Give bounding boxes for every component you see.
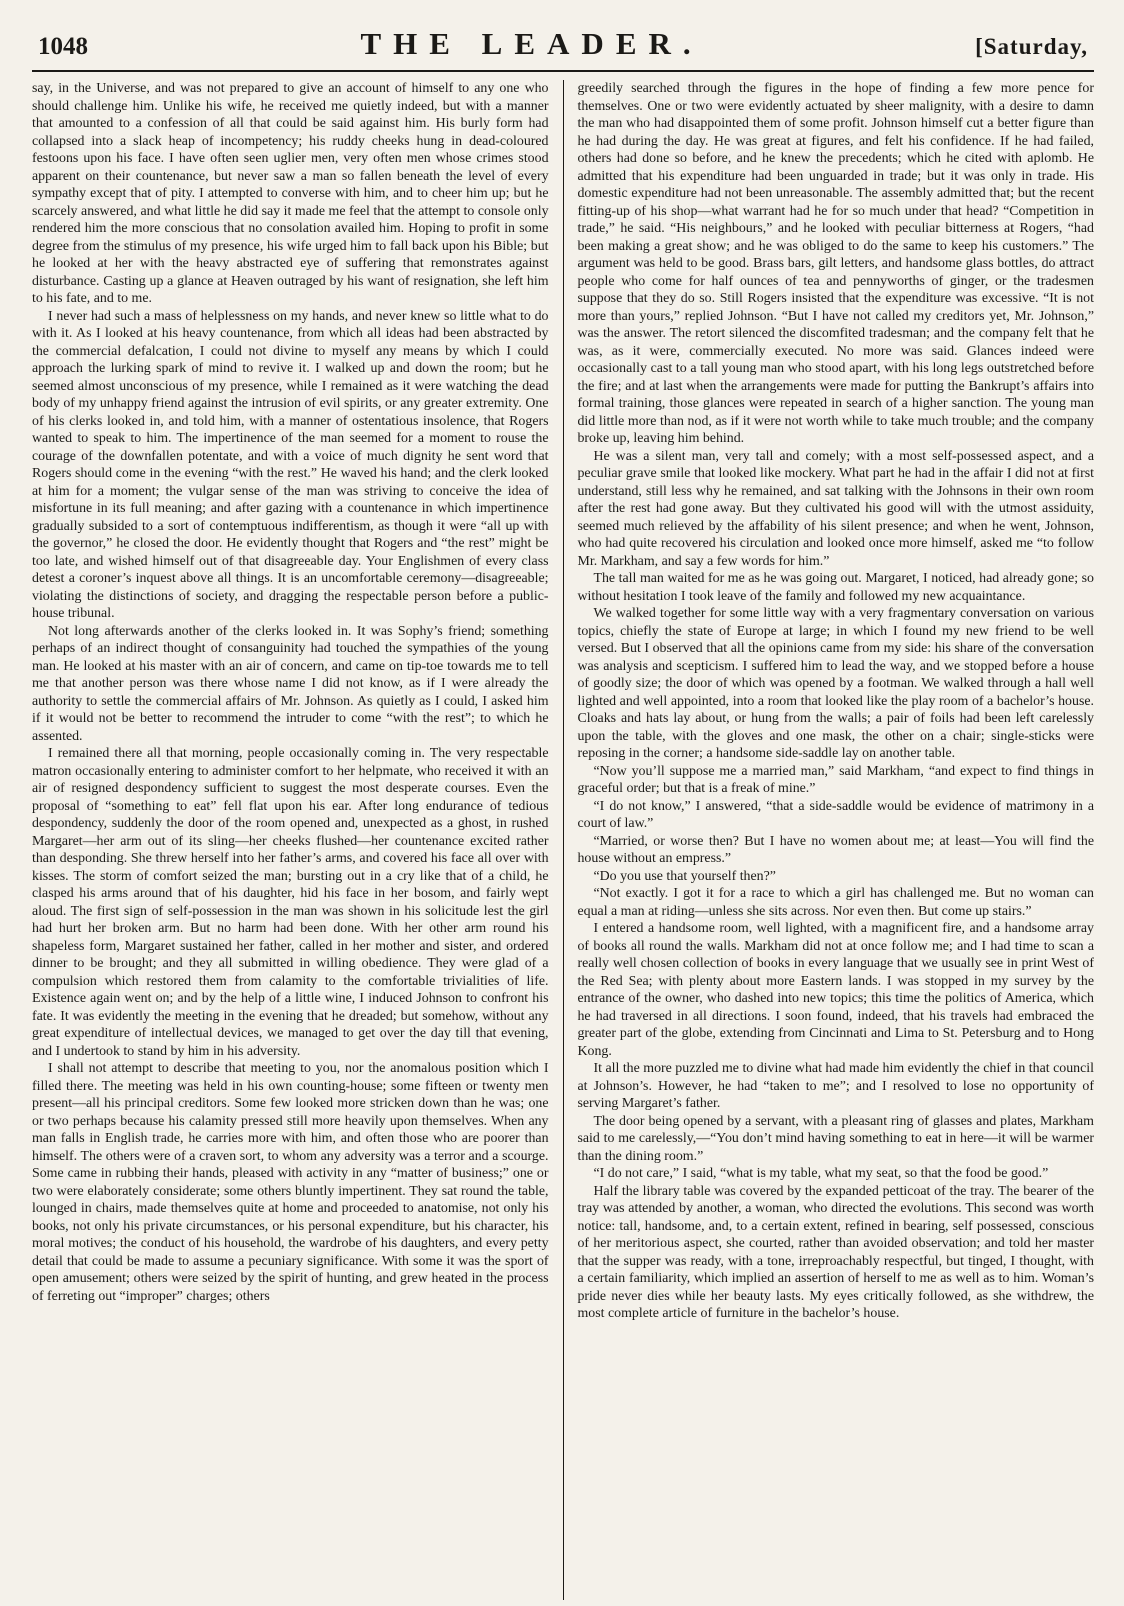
paragraph: We walked together for some little way with a very fragmentary conversation on various topics, chiefly the state of Europe at large; in which I found my new friend to be well versed. But I observed that all the opinions came from my side: his share of the conversation was analysis and scepticism. I suffered him to lead the way, and we stopped before a house of goodly size; the door of which was opened by a footman. We walked through a hall well lighted and well appointed, into a room that looked like the play room of a bachelor’s house. Cloaks and hats lay about, or hung from the walls; a pair of foils had been left carelessly upon the table, with the gloves and one mask, the other on a chair; single-sticks were reposing in the corner; a handsome side-saddle lay on another table. — [577, 606, 1094, 761]
paragraph: It all the more puzzled me to divine what had made him evidently the chief in that council at Johnson’s. However, he had “taken to me”; and I resolved to lose no opportunity of serving Margaret’s father. — [577, 1061, 1094, 1111]
paragraph: I never had such a mass of helplessness on my hands, and never knew so little what to do with it. As I looked at his heavy countenance, from which all ideas had been abstracted by the commercial defalcation, I could not divine to myself any means by which I could approach the lurking spark of mind to revive it. I walked up and down the room; but he seemed almost unconscious of my presence, while I remained as it were watching the dead body of my unhappy friend against the intrusion of evil spirits, or any greater extremity. One of his clerks looked in, and told him, with a manner of ostentatious insolence, that Rogers wanted to speak to him. The impertinence of the man seemed for a moment to rouse the courage of the downfallen potentate, and with a voice of much dignity he sent word that Rogers should come in the evening “with the rest.” He waved his hand; and the clerk looked at him for a moment; the vulgar sense of the man was striving to conceive the idea of misfortune in its full meaning; and after gazing with a countenance in which impertinence gradually subsided to a sort of contemptuous indifferentism, as though it were “all up with the governor,” he closed the door. He evidently thought that Rogers and “the rest” might be too late, and wished himself out of that disagreeable day. Your Englishmen of every class detest a coroner’s inquest above all things. It is an uncomfortable ceremony—disagreeable; violating the distinctions of society, and dragging the respectable person before a public-house tribunal. — [32, 308, 549, 621]
newspaper-title: THE LEADER. — [360, 26, 703, 61]
paragraph: “Now you’ll suppose me a married man,” said Markham, “and expect to find things in graceful order; but that is a freak of mine.” — [577, 763, 1094, 796]
paragraph: “I do not care,” I said, “what is my table, what my seat, so that the food be good.” — [593, 1166, 1049, 1181]
paragraph: The door being opened by a servant, with a pleasant ring of glasses and plates, Markham said to me carelessly,—“You don’t mind having something to eat in here—it will be warmer than the dining room.” — [577, 1113, 1094, 1164]
issue-day: [Saturday, — [975, 34, 1088, 59]
paragraph: “Married, or worse then? But I have no women about me; at least—You will find the house without an empress.” — [577, 833, 1094, 866]
paragraph: Half the library table was covered by the expanded petticoat of the tray. The bearer of the tray was attended by another, a woman, who directed the evolutions. This second was worth notice: tall, handsome, and, to a certain extent, refined in bearing, self possessed, conscious of her meritorious aspect, she courted, rather than avoided observation; and told her master that the supper was ready, with a tone, irreproachably respectful, but tinged, I thought, with a certain familiarity, which implied an assertion of herself to me as well as to him. Woman’s pride never dies while her beauty lasts. My eyes critically followed, as she withdrew, the most complete article of furniture in the bachelor’s house. — [577, 1183, 1094, 1321]
paragraph: Not long afterwards another of the clerks looked in. It was Sophy’s friend; something perhaps of an indirect thought of consanguinity had touched the sympathies of the young man. He looked at his master with an air of concern, and came on tip-toe towards me to tell me that another person was there whose name I did not know, as if I were already the authority to settle the commercial affairs of Mr. Johnson. As quietly as I could, I asked him if it would not be better to recommend the intruder to come “with the rest”; to which he assented. — [32, 623, 549, 744]
columns — [32, 80, 1094, 1600]
paragraph: He was a silent man, very tall and comely; with a most self-possessed aspect, and a peculiar grave smile that looked like mockery. What part he had in the affair I did not at first understand, still less why he remained, and sat talking with the Johnsons in their own room after the rest had gone away. But they cultivated his good will with the utmost assiduity, seemed much relieved by the affability of his silent presence; and when he went, Johnson, who had quite recovered his circulation and looked once more himself, asked me “to follow Mr. Markham, and say a few words for him.” — [577, 448, 1094, 569]
masthead — [32, 26, 1094, 72]
paragraph: I shall not attempt to describe that meeting to you, nor the anomalous position which I filled there. The meeting was held in his own counting-house; some fifteen or twenty men present—all his principal creditors. Some few looked more stricken down than he was; one or two perhaps because his calamity pressed still more heavily upon themselves. When any man falls in English trade, he carries more with him, and often those who are poorer than himself. The others were of a craven sort, to whom any adversity was a terror and a scourge. Some came in rubbing their hands, pleased with activity in any “matter of business;” one or two were elaborately considerate; some others bluntly impertinent. They sat round the table, lounged in chairs, made themselves quite at home and proceeded to anatomise, not only his books, not only his private circumstances, or his personal expenditure, but his character, his moral motives; the conduct of his household, the wardrobe of his daughters, and every petty detail that could be made to assume a pecuniary significance. With some it was the sport of open amusement; others were seized by the spirit of hunting, and grew heated in the process of ferreting out “improper” charges; others — [32, 1061, 549, 1304]
paragraph: I remained there all that morning, people occasionally coming in. The very respectable matron occasionally entering to administer comfort to her helpmate, who received it with an air of resigned despondency sufficient to suggest the most desperate courses. Even the proposal of “something to eat” fell flat upon his ear. After long endurance of tedious despondency, suddenly the door of the room opened and, unexpected as a ghost, in rushed Margaret—her arm out of its sling—her cheeks flushed—her countenance excited rather than desponding. She threw herself into her father’s arms, and covered his face all over with kisses. The storm of comfort seized the man; bursting out in a cry like that of a child, he clasped his arms around that of his daughter, hid his face in her bosom, and fairly wept aloud. The first sign of self-possession in the man was shown in his solicitude lest the girl had hurt her broken arm. But no harm had been done. With her other arm round his shapeless form, Margaret sustained her father, called in her mother and sister, and ordered dinner to be brought; and they all submitted in willing obedience. They were glad of a compulsion which restored them from calamity to the comfortable trivialities of life. Existence again went on; and by the help of a little wine, I induced Johnson to confront his fate. It was evidently the meeting in the evening that he dreaded; but somehow, without any great expenditure of intellectual devices, we managed to get over the day till that evening, and I undertook to stand by him in his adversity. — [32, 746, 549, 1059]
left-column — [32, 80, 559, 1600]
column-rule — [563, 80, 564, 1600]
paragraph: I entered a handsome room, well lighted, with a magnificent fire, and a handsome array of books all round the walls. Markham did not at once follow me; and I had time to scan a really well chosen collection of books in every language that we usually see in print West of the Red Sea; with plenty about more Eastern lands. I was stopped in my survey by the entrance of the owner, who dashed into new topics; this time the politics of America, which he had traversed in all directions. I soon found, indeed, that his travels had embraced the greater part of the globe, extending from Cincinnati and Lima to St. Petersburg and to Hong Kong. — [577, 921, 1094, 1059]
paragraph: “Not exactly. I got it for a race to which a girl has challenged me. But no woman can equal a man at riding—unless she sits across. Nor even then. But come up stairs.” — [577, 886, 1094, 919]
paragraph: greedily searched through the figures in the hope of finding a few more pence for themselves. One or two were evidently actuated by sheer malignity, with a desire to damn the man who had disappointed them of some profit. Johnson himself cut a better figure than he had during the day. He was great at figures, and felt his confidence. If he had failed, others had done so before, and he knew the precedents; which he cited with aplomb. He admitted that his expenditure had been unguarded in trade; but it was only in trade. His domestic expenditure had not been unreasonable. The assembly admitted that; but the recent fitting-up of his shop—what warrant had he for so much under that head? “Competition in trade,” he said. “His neighbours,” and he looked with peculiar bitterness at Rogers, “had been making a great show; and he was obliged to do the same to keep his customers.” The argument was held to be good. Brass bars, gilt letters, and handsome glass bottles, do attract people who come for half ounces of tea and pennyworths of ginger, or the tradesmen suppose that they do so. Still Rogers insisted that the expenditure was excessive. “It is not more than yours,” replied Johnson. “But I have not called my creditors yet, Mr. Johnson,” was the answer. The retort silenced the discomfited tradesman; and the company felt that he was, as it were, commercially executed. No more was said. Glances indeed were occasionally cast to a tall young man who stood apart, with his long legs outstretched before the fire; and at last when the arrangements were made for putting the Bankrupt’s affairs into formal training, those glances were repeated in search of a higher sanction. The young man did little more than nod, as if it were not worth while to take much trouble; and the company broke up, leaving him behind. — [577, 81, 1094, 446]
paragraph: The tall man waited for me as he was going out. Margaret, I noticed, had already gone; so without hesitation I took leave of the family and followed my new acquaintance. — [577, 571, 1094, 604]
paragraph: “Do you use that yourself then?” — [593, 868, 776, 884]
right-column — [567, 80, 1094, 1600]
paragraph: “I do not know,” I answered, “that a side-saddle would be evidence of matrimony in a court of law.” — [577, 798, 1094, 831]
paragraph: say, in the Universe, and was not prepared to give an account of himself to any one who should challenge him. Unlike his wife, he received me quietly indeed, but with a manner that amounted to a confession of all that could be said against him. His burly form had collapsed into a slack heap of incompetency; his ruddy cheeks hung in dead-coloured festoons upon his face. I have often seen uglier men, very often men whose crimes stood apparent on their countenance, but never saw a man so fallen beneath the level of every sympathy except that of pity. I attempted to converse with him, and to cheer him up; but he scarcely answered, and what little he did say it made me feel that the attempt to console only rendered him the more conscious that no consolation availed him. Hoping to profit in some degree from the stimulus of my presence, his wife urged him to fall back upon his Bible; but he looked at her with the heavy abstracted eye of suffering that remonstrates against disturbance. Casting up a glance at Heaven outraged by his want of resignation, she left him to his fate, and to me. — [32, 81, 549, 306]
page-number: 1048 — [38, 33, 88, 60]
